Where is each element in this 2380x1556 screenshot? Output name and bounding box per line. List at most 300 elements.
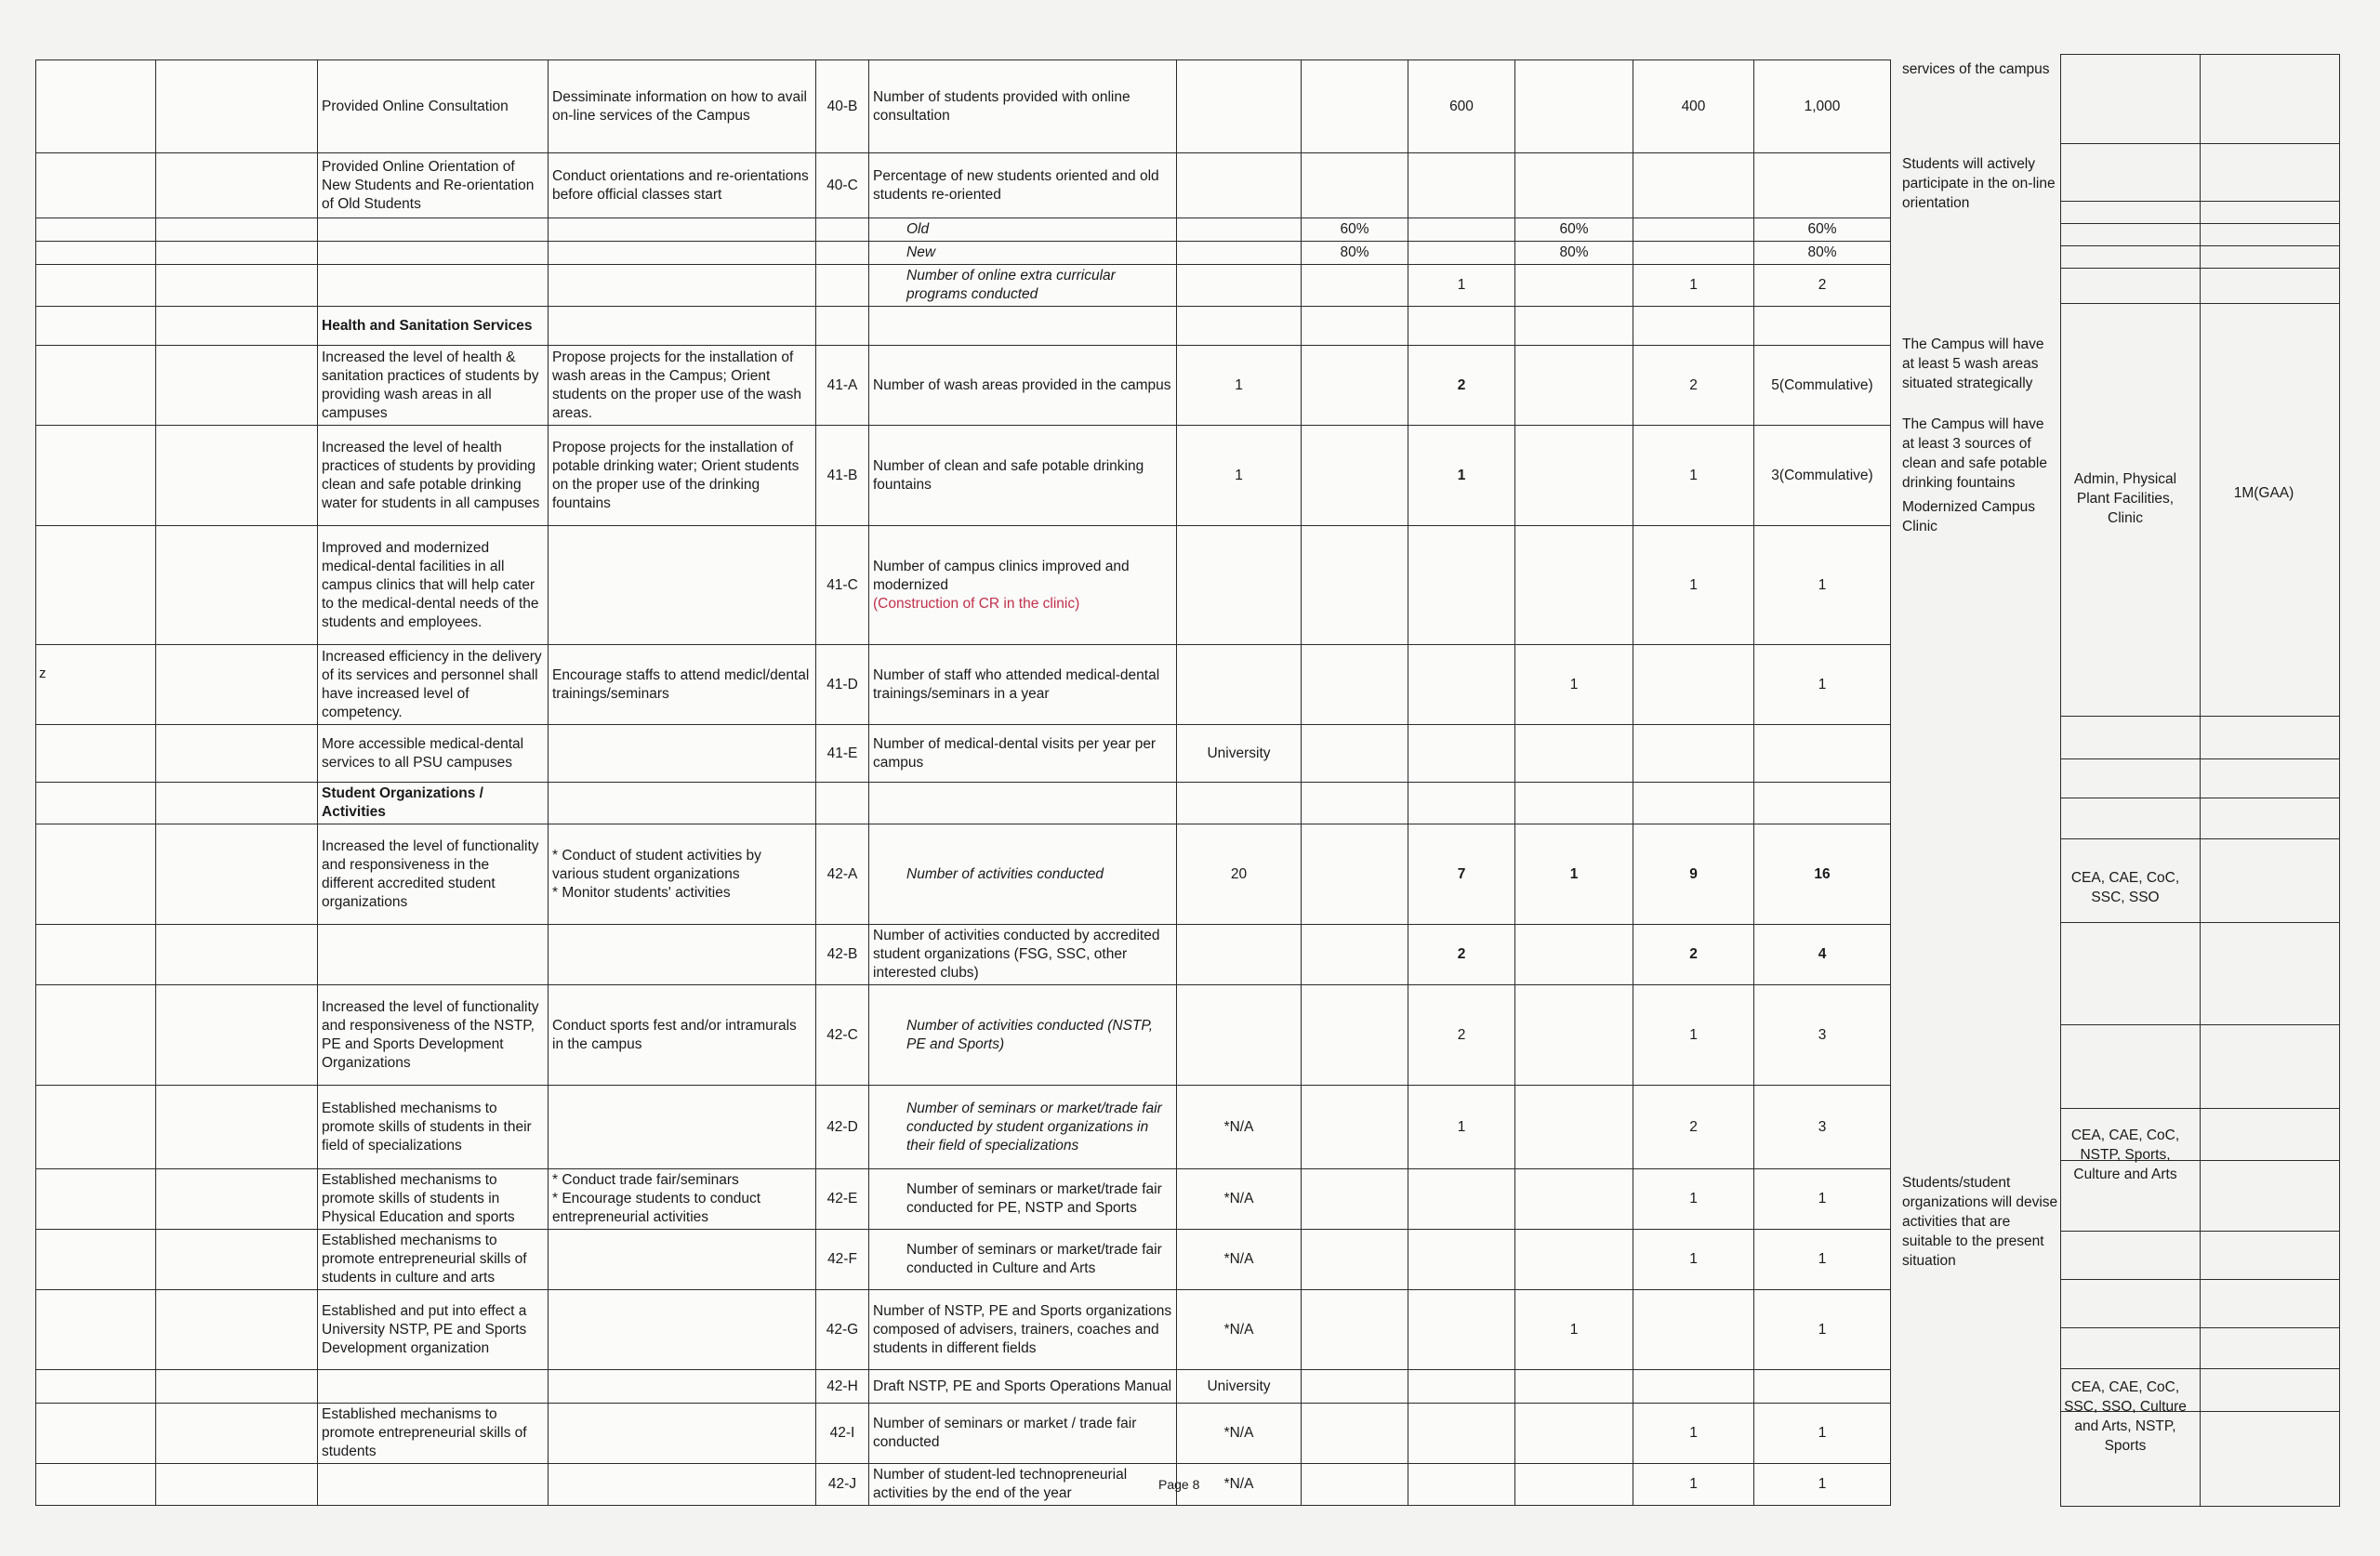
target-cell: [1633, 1290, 1754, 1370]
target-cell: [1515, 265, 1633, 307]
remarks-cell: Students/student organizations will devise activities that are suitable to the present situation: [1902, 1175, 2058, 1269]
indicator-text: Number of seminars or market / trade fair conducted: [873, 1416, 1137, 1450]
target-text: 60%: [1559, 221, 1589, 237]
side-grid-cell: [2201, 246, 2340, 269]
responsible-units-3: CEA, CAE, CoC, NSTP, Sports, Culture and Arts: [2070, 1127, 2180, 1182]
baseline-text: University: [1207, 1378, 1271, 1394]
target-text: 2: [1689, 376, 1698, 393]
table-row: [36, 925, 1891, 985]
target-text: 1: [1457, 277, 1466, 293]
remarks-cell: services of the campus: [1902, 61, 2050, 77]
code-cell: [816, 526, 869, 645]
blank-cell: [156, 985, 318, 1086]
target-cell: [1633, 1086, 1754, 1169]
indicator-cell: [869, 783, 1177, 824]
indicator-text: Number of activities conducted (NSTP, PE and Sports): [906, 1017, 1154, 1052]
blank-cell: [156, 1370, 318, 1404]
side-grid-cell: [2201, 304, 2340, 717]
indicator-text: Percentage of new students oriented and old students re-oriented: [873, 167, 1159, 203]
indicator-text: Number of clean and safe potable drinking fountains: [873, 457, 1144, 493]
output-text: Increased the level of functionality and responsiveness of the NSTP, PE and Sports Development Organizations: [322, 998, 539, 1071]
side-grid-cell: [2201, 923, 2340, 1025]
target-cell: [1408, 1464, 1515, 1506]
baseline-cell: [1177, 265, 1302, 307]
table-row: [36, 1290, 1891, 1370]
indicator-text: Number of wash areas provided in the campus: [873, 376, 1171, 393]
blank-cell: [156, 1404, 318, 1464]
target-cell: [1408, 725, 1515, 783]
output-cell: [318, 526, 549, 645]
table-row: [36, 1404, 1891, 1464]
total-cell: [1754, 824, 1891, 925]
indicator-cell: [869, 925, 1177, 985]
total-cell: [1754, 783, 1891, 824]
table-row: [36, 426, 1891, 526]
side-grid-row: [2061, 1280, 2340, 1328]
total-text: 1: [1818, 1251, 1827, 1267]
output-cell: [318, 925, 549, 985]
total-text: 1: [1818, 676, 1827, 692]
strategy-cell: [549, 824, 816, 925]
blank-cell: [36, 153, 156, 218]
side-grid-cell: [2061, 1025, 2201, 1109]
target-cell: [1633, 925, 1754, 985]
target-cell: [1633, 426, 1754, 526]
indicator-note: (Construction of CR in the clinic): [873, 595, 1080, 612]
target-text: 2: [1689, 946, 1698, 962]
code-text: 41-A: [826, 376, 858, 393]
blank-cell: [156, 346, 318, 426]
side-grid-cell: [2201, 1412, 2340, 1507]
target-cell: [1408, 1370, 1515, 1404]
output-cell: [318, 218, 549, 242]
target-cell: [1515, 153, 1633, 218]
indicator-cell: [869, 725, 1177, 783]
code-text: 42-F: [827, 1251, 857, 1267]
indicator-cell: [869, 1464, 1177, 1506]
side-grid-cell: [2061, 1232, 2201, 1280]
side-grid-cell: [2201, 269, 2340, 304]
code-text: 42-E: [826, 1191, 858, 1207]
side-grid-cell: [2061, 144, 2201, 202]
table-row: [36, 242, 1891, 265]
target-cell: [1515, 1230, 1633, 1290]
total-text: 5(Commulative): [1771, 376, 1873, 393]
baseline-text: 1: [1235, 467, 1243, 483]
target-text: 9: [1689, 865, 1698, 882]
indicator-cell: [869, 1290, 1177, 1370]
target-text: 1: [1689, 1476, 1698, 1492]
indicator-text: Number of activities conducted: [906, 865, 1104, 882]
total-cell: [1754, 1404, 1891, 1464]
code-cell: [816, 153, 869, 218]
baseline-cell: [1177, 1086, 1302, 1169]
output-text: Provided Online Orientation of New Students and Re-orientation of Old Students: [322, 158, 535, 212]
strategy-cell: [549, 426, 816, 526]
blank-cell: [36, 526, 156, 645]
indicator-cell: [869, 60, 1177, 153]
blank-cell: [156, 426, 318, 526]
code-cell: [816, 1370, 869, 1404]
total-text: 1,000: [1804, 98, 1841, 114]
target-cell: [1302, 1230, 1408, 1290]
side-grid-cell: [2201, 202, 2340, 224]
total-cell: [1754, 985, 1891, 1086]
blank-cell: [156, 1169, 318, 1230]
target-cell: [1302, 242, 1408, 265]
output-text: Established mechanisms to promote skills of students in their field of specializations: [322, 1100, 532, 1154]
strategy-cell: [549, 1404, 816, 1464]
baseline-cell: [1177, 1230, 1302, 1290]
total-text: 1: [1818, 1425, 1827, 1441]
target-cell: [1633, 265, 1754, 307]
remarks-cell: The Campus will have at least 3 sources of clean and safe potable drinking fountains: [1902, 416, 2047, 491]
indicator-cell: [869, 265, 1177, 307]
target-cell: [1302, 985, 1408, 1086]
target-text: 1: [1569, 1321, 1579, 1338]
output-text: Health and Sanitation Services: [322, 317, 533, 334]
total-text: 3(Commulative): [1771, 467, 1873, 483]
output-text: More accessible medical-dental services to all PSU campuses: [322, 735, 524, 771]
target-text: 1: [1689, 576, 1698, 593]
target-cell: [1408, 1404, 1515, 1464]
target-cell: [1633, 307, 1754, 346]
baseline-text: 20: [1230, 865, 1248, 882]
total-cell: [1754, 1370, 1891, 1404]
side-grid-row: [2061, 224, 2340, 246]
target-cell: [1515, 426, 1633, 526]
code-cell: [816, 1290, 869, 1370]
total-cell: [1754, 426, 1891, 526]
total-text: 60%: [1807, 221, 1837, 237]
target-cell: [1302, 60, 1408, 153]
target-text: 1: [1689, 1251, 1698, 1267]
target-cell: [1515, 60, 1633, 153]
baseline-cell: [1177, 426, 1302, 526]
table-row: [36, 1370, 1891, 1404]
strategy-cell: [549, 218, 816, 242]
target-cell: [1302, 153, 1408, 218]
table-row: [36, 1464, 1891, 1506]
strategy-text: * Conduct of student activities by various student organizations * Monitor students' activities: [552, 847, 761, 901]
target-text: 1: [1569, 676, 1579, 692]
side-grid-row: [2061, 55, 2340, 144]
side-grid-cell: [2061, 1328, 2201, 1369]
operational-plan-table: [35, 59, 1891, 1506]
indicator-cell: [869, 218, 1177, 242]
target-text: 600: [1449, 98, 1474, 114]
target-cell: [1633, 1464, 1754, 1506]
target-text: 1: [1689, 277, 1698, 293]
side-grid-cell: [2201, 1161, 2340, 1232]
strategy-cell: [549, 265, 816, 307]
remarks-cell: The Campus will have at least 5 wash areas situated strategically: [1902, 336, 2044, 391]
table-row: [36, 526, 1891, 645]
output-cell: [318, 1230, 549, 1290]
target-text: 1: [1689, 1425, 1698, 1441]
blank-cell: [156, 1290, 318, 1370]
code-text: 41-C: [826, 576, 858, 593]
strategy-cell: [549, 1230, 816, 1290]
code-text: 41-B: [826, 467, 858, 483]
target-text: 1: [1689, 1191, 1698, 1207]
table-row: [36, 153, 1891, 218]
target-cell: [1515, 1404, 1633, 1464]
indicator-text: Old: [906, 221, 930, 237]
target-cell: [1302, 218, 1408, 242]
side-grid-row: [2061, 202, 2340, 224]
side-grid-cell: [2201, 224, 2340, 246]
table-row: [36, 824, 1891, 925]
blank-cell: [36, 1169, 156, 1230]
target-cell: [1633, 783, 1754, 824]
blank-cell: [36, 1290, 156, 1370]
side-grid-cell: [2201, 1369, 2340, 1412]
indicator-text: Number of online extra curricular programs conducted: [906, 268, 1116, 302]
strategy-text: Dessiminate information on how to avail on-line services of the Campus: [552, 88, 807, 124]
baseline-cell: [1177, 1169, 1302, 1230]
total-text: 2: [1818, 277, 1827, 293]
target-cell: [1515, 925, 1633, 985]
target-cell: [1302, 1169, 1408, 1230]
target-cell: [1302, 426, 1408, 526]
total-text: 3: [1818, 1026, 1827, 1043]
strategy-text: Propose projects for the installation of wash areas in the Campus; Orient students on the proper use of the wash areas.: [552, 349, 801, 421]
total-cell: [1754, 725, 1891, 783]
target-cell: [1302, 783, 1408, 824]
baseline-cell: [1177, 307, 1302, 346]
target-cell: [1408, 1169, 1515, 1230]
budget-cell: 1M(GAA): [2233, 485, 2294, 501]
blank-cell: [36, 307, 156, 346]
target-cell: [1515, 645, 1633, 725]
output-text: Increased efficiency in the delivery of its services and personnel shall have increased level of competency.: [322, 648, 542, 720]
output-cell: [318, 426, 549, 526]
side-grid-cell: [2201, 717, 2340, 759]
baseline-cell: [1177, 725, 1302, 783]
target-cell: [1633, 242, 1754, 265]
target-text: 1: [1689, 1026, 1698, 1043]
table-row: [36, 1086, 1891, 1169]
blank-cell: [36, 645, 156, 725]
side-grid-cell: [2061, 717, 2201, 759]
indicator-cell: [869, 1230, 1177, 1290]
indicator-cell: [869, 346, 1177, 426]
target-cell: [1408, 526, 1515, 645]
output-text: Increased the level of health & sanitation practices of students by providing wash areas in all campuses: [322, 349, 539, 421]
target-cell: [1408, 1290, 1515, 1370]
target-cell: [1408, 1086, 1515, 1169]
output-cell: [318, 645, 549, 725]
table-row: [36, 346, 1891, 426]
baseline-text: *N/A: [1223, 1321, 1254, 1338]
output-cell: [318, 153, 549, 218]
indicator-cell: [869, 645, 1177, 725]
output-cell: [318, 783, 549, 824]
total-text: 16: [1814, 865, 1831, 882]
total-text: 1: [1818, 576, 1827, 593]
table-row: [36, 783, 1891, 824]
baseline-cell: [1177, 346, 1302, 426]
target-text: 7: [1457, 865, 1466, 882]
margin-mark: z: [39, 666, 46, 681]
blank-cell: [36, 1370, 156, 1404]
side-grid-row: [2061, 1025, 2340, 1109]
indicator-text: Number of NSTP, PE and Sports organizations composed of advisers, trainers, coaches and students in different fields: [873, 1302, 1172, 1356]
code-text: 40-B: [826, 98, 858, 114]
code-text: 42-A: [826, 865, 858, 882]
code-text: 41-E: [826, 745, 858, 761]
side-columns-grid: [2060, 54, 2340, 1507]
output-cell: [318, 985, 549, 1086]
blank-cell: [36, 1086, 156, 1169]
blank-cell: [156, 783, 318, 824]
blank-cell: [156, 925, 318, 985]
output-cell: [318, 265, 549, 307]
total-text: 80%: [1807, 244, 1837, 260]
code-text: 42-I: [829, 1425, 855, 1441]
side-grid-cell: [2061, 202, 2201, 224]
output-text: Established mechanisms to promote entrepreneurial skills of students: [322, 1406, 527, 1459]
strategy-cell: [549, 1290, 816, 1370]
total-cell: [1754, 218, 1891, 242]
blank-cell: [156, 307, 318, 346]
indicator-text: Draft NSTP, PE and Sports Operations Manual: [873, 1378, 1172, 1394]
baseline-cell: [1177, 242, 1302, 265]
target-cell: [1515, 1290, 1633, 1370]
baseline-text: *N/A: [1223, 1191, 1254, 1207]
strategy-text: Conduct orientations and re-orientations before official classes start: [552, 167, 809, 203]
output-cell: [318, 1464, 549, 1506]
target-cell: [1302, 725, 1408, 783]
output-cell: [318, 1169, 549, 1230]
indicator-text: Number of seminars or market/trade fair conducted in Culture and Arts: [906, 1242, 1162, 1276]
baseline-cell: [1177, 1404, 1302, 1464]
total-cell: [1754, 153, 1891, 218]
target-cell: [1408, 426, 1515, 526]
output-text: Established mechanisms to promote entrepreneurial skills of students in culture and arts: [322, 1233, 527, 1286]
baseline-cell: [1177, 218, 1302, 242]
target-cell: [1408, 783, 1515, 824]
blank-cell: [156, 153, 318, 218]
indicator-cell: [869, 824, 1177, 925]
blank-cell: [36, 725, 156, 783]
total-text: 3: [1818, 1118, 1827, 1135]
table-row: [36, 1169, 1891, 1230]
table-row: [36, 725, 1891, 783]
blank-cell: [156, 824, 318, 925]
blank-cell: [156, 242, 318, 265]
indicator-text: Number of seminars or market/trade fair conducted by student organizations in their field of specializations: [906, 1100, 1162, 1154]
strategy-cell: [549, 925, 816, 985]
total-text: 1: [1818, 1191, 1827, 1207]
total-cell: [1754, 307, 1891, 346]
side-grid-cell: [2201, 1280, 2340, 1328]
side-grid-cell: [2061, 55, 2201, 144]
indicator-text: New: [906, 244, 936, 260]
code-cell: [816, 307, 869, 346]
target-cell: [1302, 346, 1408, 426]
output-text: Improved and modernized medical-dental facilities in all campus clinics that will help cater to the medical-dental needs of the students and employees.: [322, 539, 539, 630]
total-text: 1: [1818, 1476, 1827, 1492]
blank-cell: [156, 1464, 318, 1506]
indicator-cell: [869, 307, 1177, 346]
code-cell: [816, 725, 869, 783]
blank-cell: [156, 1230, 318, 1290]
target-cell: [1633, 1169, 1754, 1230]
total-cell: [1754, 1169, 1891, 1230]
blank-cell: [36, 426, 156, 526]
strategy-cell: [549, 1169, 816, 1230]
baseline-text: *N/A: [1223, 1476, 1254, 1492]
indicator-text: Number of activities conducted by accredited student organizations (FSG, SSC, other interested clubs): [873, 928, 1160, 981]
side-grid-row: [2061, 759, 2340, 798]
target-cell: [1633, 218, 1754, 242]
target-cell: [1302, 1370, 1408, 1404]
output-cell: [318, 1290, 549, 1370]
side-grid-cell: [2061, 798, 2201, 839]
target-text: 80%: [1340, 244, 1369, 260]
code-cell: [816, 346, 869, 426]
target-text: 1: [1569, 865, 1579, 882]
strategy-cell: [549, 783, 816, 824]
strategy-cell: [549, 725, 816, 783]
code-cell: [816, 218, 869, 242]
target-cell: [1302, 925, 1408, 985]
target-cell: [1408, 1230, 1515, 1290]
baseline-cell: [1177, 824, 1302, 925]
blank-cell: [156, 526, 318, 645]
indicator-cell: [869, 1086, 1177, 1169]
blank-cell: [156, 725, 318, 783]
target-cell: [1633, 1230, 1754, 1290]
indicator-text: Number of student-led technopreneurial activities by the end of the year: [873, 1467, 1128, 1501]
table-row: [36, 985, 1891, 1086]
target-cell: [1633, 526, 1754, 645]
target-cell: [1515, 526, 1633, 645]
table-row: [36, 307, 1891, 346]
target-cell: [1408, 346, 1515, 426]
table-row: [36, 645, 1891, 725]
strategy-cell: [549, 526, 816, 645]
side-grid-cell: [2201, 55, 2340, 144]
indicator-cell: [869, 153, 1177, 218]
side-grid-row: [2061, 1232, 2340, 1280]
target-cell: [1633, 346, 1754, 426]
baseline-text: *N/A: [1223, 1118, 1254, 1135]
total-text: 1: [1818, 1321, 1827, 1338]
target-cell: [1515, 1086, 1633, 1169]
side-grid-cell: [2201, 1025, 2340, 1109]
blank-cell: [156, 265, 318, 307]
output-text: Established and put into effect a University NSTP, PE and Sports Development organization: [322, 1302, 527, 1356]
strategy-cell: [549, 242, 816, 265]
output-text: Increased the level of health practices of students by providing clean and safe potable drinking water for students in all campuses: [322, 439, 540, 511]
target-cell: [1633, 153, 1754, 218]
baseline-text: *N/A: [1223, 1425, 1254, 1441]
side-grid-cell: [2201, 1232, 2340, 1280]
output-text: Increased the level of functionality and responsiveness in the different accredited student organizations: [322, 837, 539, 910]
side-grid-row: [2061, 923, 2340, 1025]
baseline-cell: [1177, 60, 1302, 153]
total-cell: [1754, 1230, 1891, 1290]
code-text: 42-D: [826, 1118, 858, 1135]
total-cell: [1754, 645, 1891, 725]
target-cell: [1515, 783, 1633, 824]
blank-cell: [156, 218, 318, 242]
target-text: 1: [1457, 467, 1466, 483]
side-grid-cell: [2061, 224, 2201, 246]
